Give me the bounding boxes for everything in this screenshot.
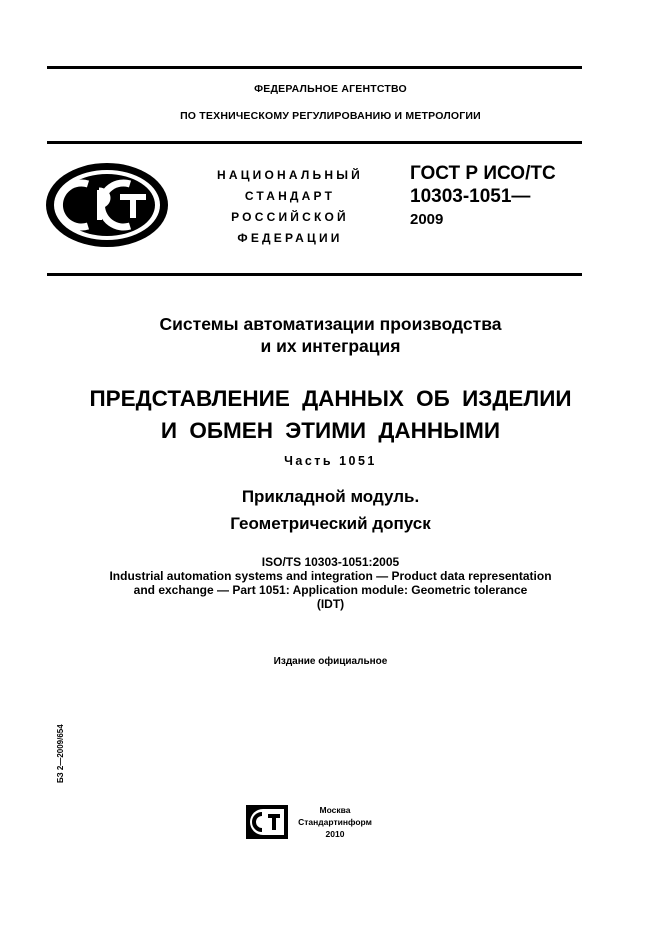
subject-line-1: ПРЕДСТАВЛЕНИЕ ДАННЫХ ОБ ИЗДЕЛИИ <box>89 386 572 411</box>
title-rule <box>47 273 582 276</box>
publisher-city: Москва <box>319 805 351 815</box>
gost-year: 2009 <box>410 211 444 228</box>
iso-reference: ISO/TS 10303-1051:2005 <box>261 555 400 569</box>
title-line-2: и их интеграция <box>260 336 401 356</box>
english-title-line-2: and exchange — Part 1051: Application module: Geometric tolerance <box>133 583 528 597</box>
national-standard-line-3: РОССИЙСКОЙ <box>231 210 349 224</box>
agency-line-2: ПО ТЕХНИЧЕСКОМУ РЕГУЛИРОВАНИЮ И МЕТРОЛОГИИ <box>180 110 481 122</box>
identical-mark: (IDT) <box>316 597 345 611</box>
part-number: Часть 1051 <box>284 454 377 468</box>
national-standard-line-1: НАЦИОНАЛЬНЫЙ <box>216 168 364 182</box>
header-rule <box>47 141 582 144</box>
standartinform-logo-icon <box>246 805 288 839</box>
top-rule <box>47 66 582 69</box>
gost-designation-line-1: ГОСТ Р ИСО/ТС <box>410 163 556 184</box>
publisher-year: 2010 <box>325 829 345 839</box>
agency-line-1: ФЕДЕРАЛЬНОЕ АГЕНТСТВО <box>254 83 407 95</box>
rst-emblem-icon <box>42 160 172 250</box>
gost-designation-line-2: 10303-1051— <box>410 186 531 207</box>
subject-line-2: И ОБМЕН ЭТИМИ ДАННЫМИ <box>160 418 501 443</box>
publisher-name: Стандартинформ <box>298 817 372 827</box>
module-line-1: Прикладной модуль. <box>241 487 420 506</box>
national-standard-line-4: ФЕДЕРАЦИИ <box>237 231 343 245</box>
side-code: БЗ 2—2009/654 <box>56 724 65 783</box>
english-title-line-1: Industrial automation systems and integration — Product data representation <box>109 569 552 583</box>
national-standard-line-2: СТАНДАРТ <box>244 189 336 203</box>
title-line-1: Системы автоматизации производства <box>159 314 502 334</box>
edition-note: Издание официальное <box>273 656 388 667</box>
module-line-2: Геометрический допуск <box>230 514 431 533</box>
